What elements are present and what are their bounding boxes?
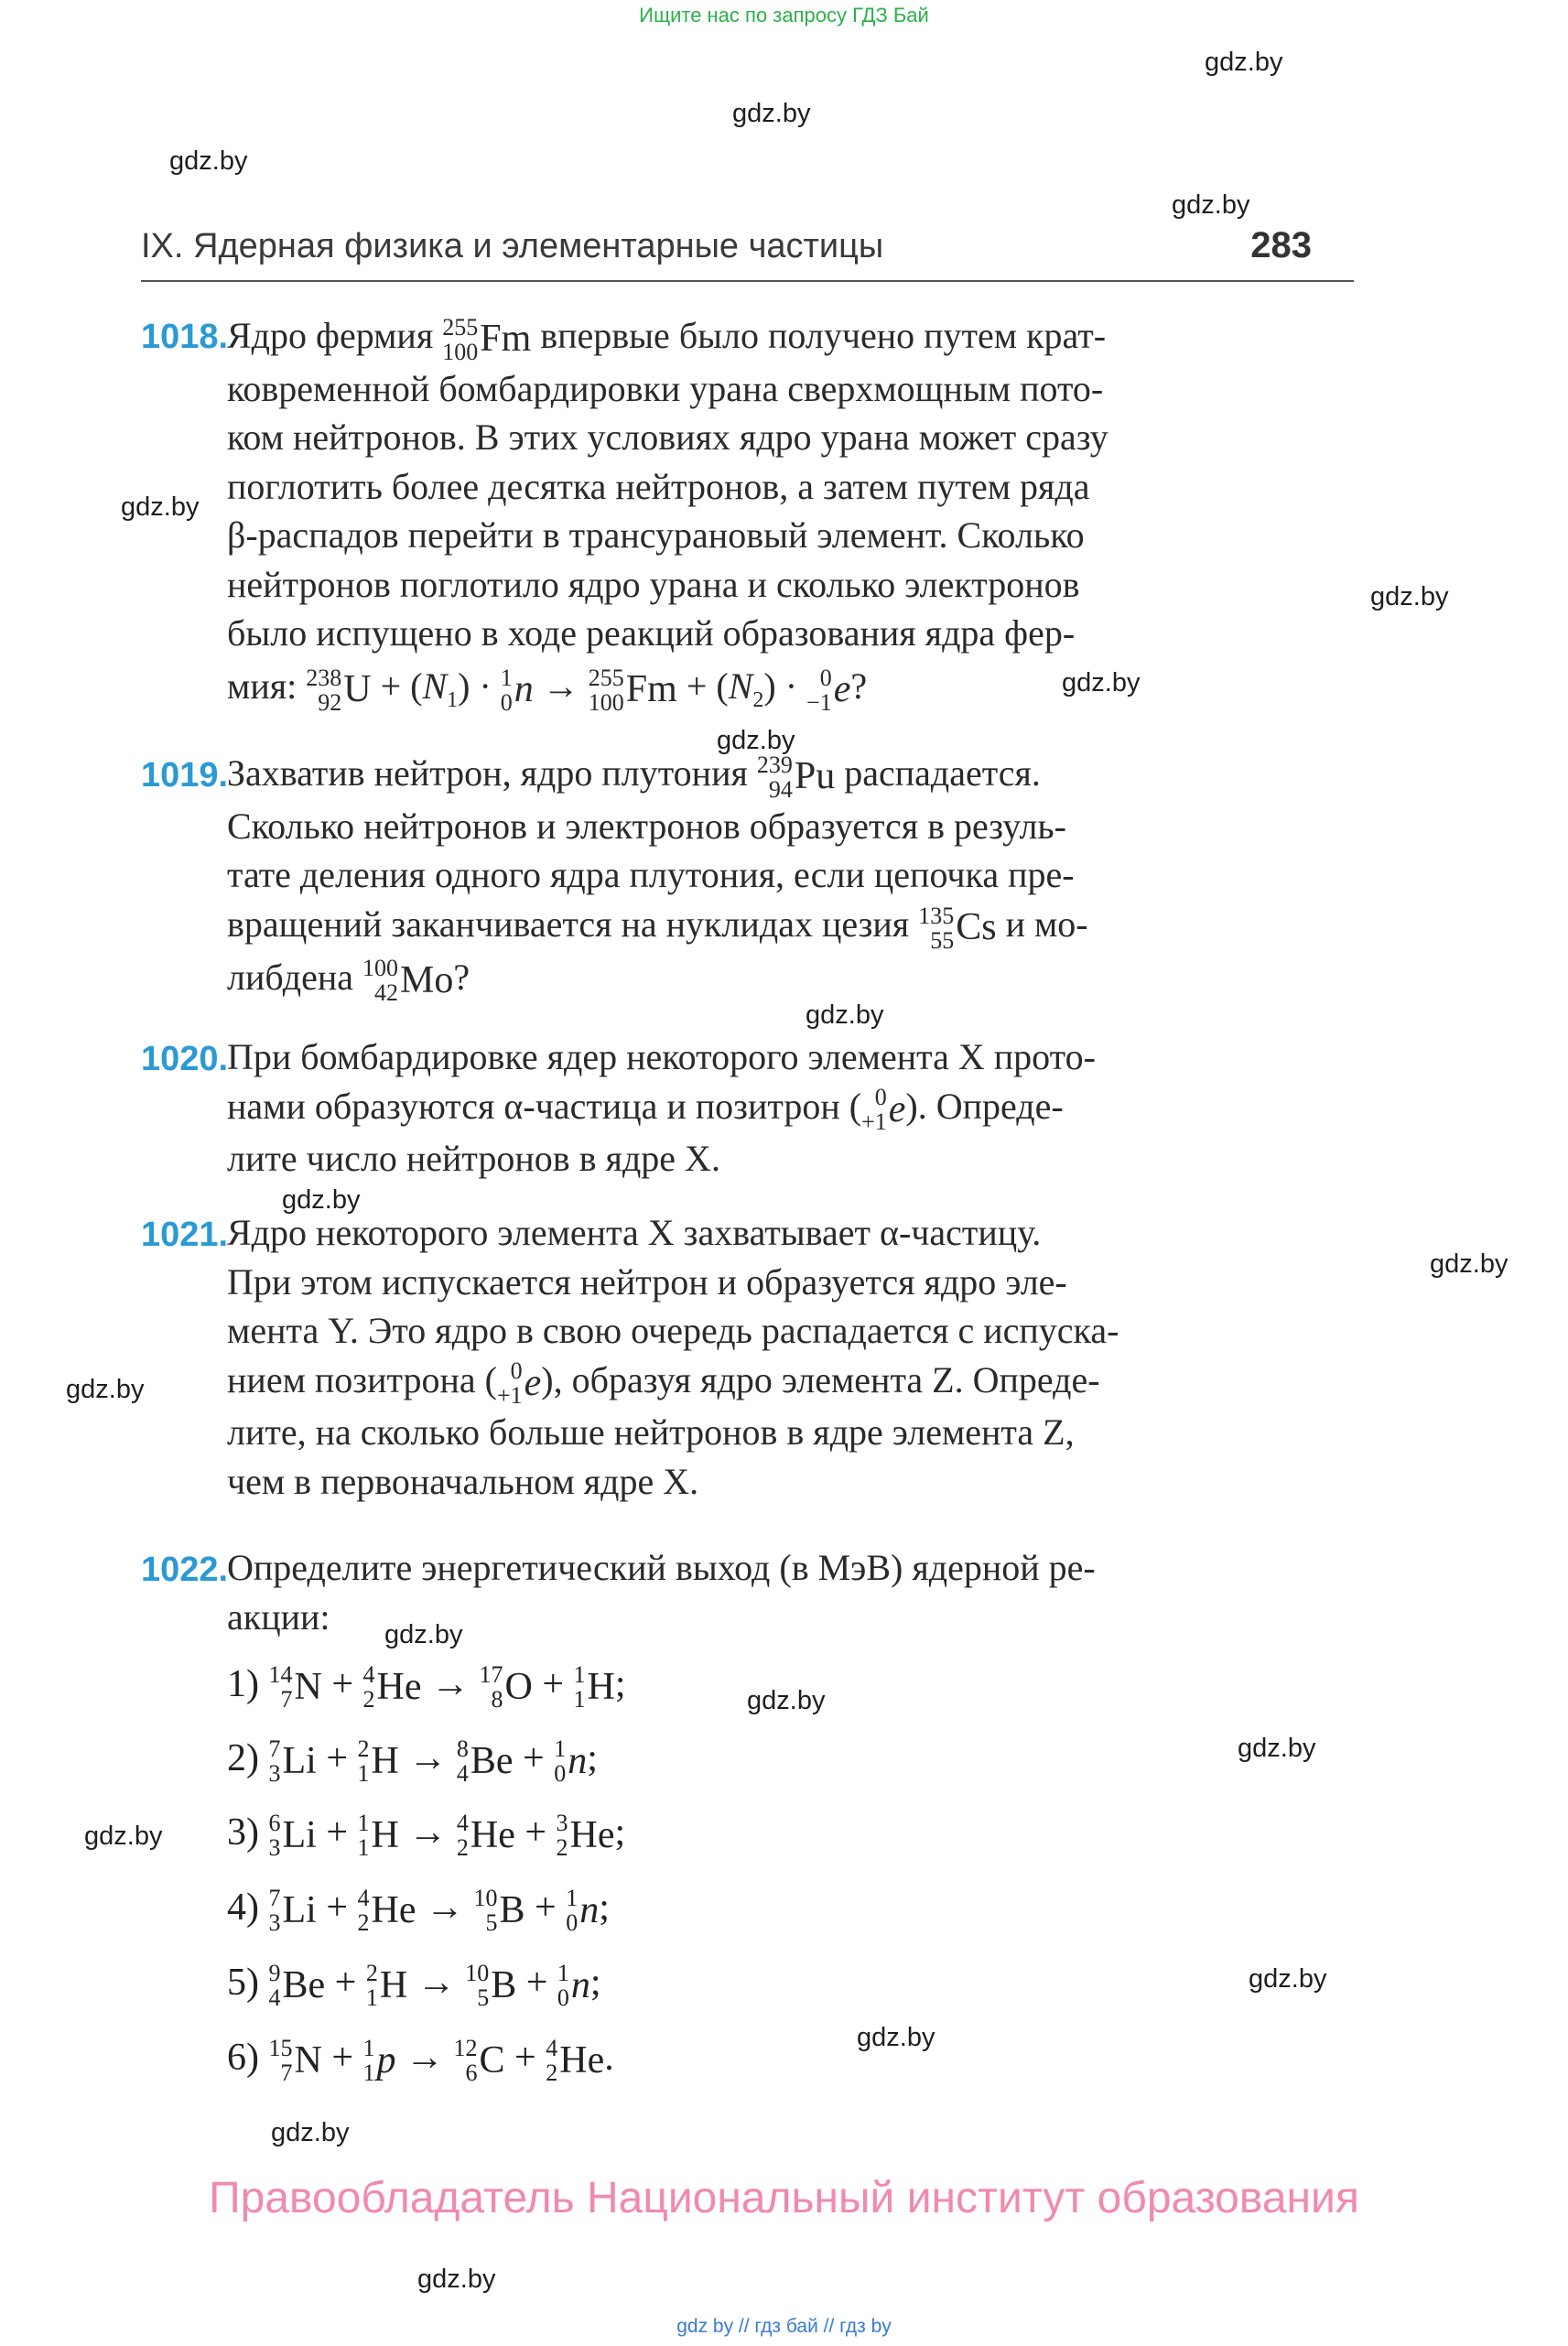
reaction-5: 5) 9 4 Be + 2 1 H → 10 5 B + 1 0 n ;: [227, 1960, 601, 2012]
top-banner[interactable]: Ищите нас по запросу ГДЗ Бай: [639, 4, 929, 27]
nuclide: 239 94 Pu: [756, 751, 836, 803]
bottom-links[interactable]: gdz by // гдз бай // гдз by: [676, 2316, 892, 2337]
problem-number-1018: 1018.: [141, 318, 229, 356]
text-line: акции:: [227, 1595, 330, 1638]
watermark: gdz.by: [747, 1686, 826, 1715]
watermark: gdz.by: [717, 726, 795, 755]
text-line: Ядро некоторого элемента X захватывает α-частицу.: [227, 1212, 1042, 1253]
text-line: При бомбардировке ядер некоторого элемента X прото-: [227, 1036, 1096, 1077]
watermark: gdz.by: [857, 2023, 935, 2052]
watermark: gdz.by: [417, 2265, 496, 2294]
text-line: либдена 100 42 Mo ?: [227, 955, 470, 1007]
problem-number-1019: 1019.: [141, 756, 229, 795]
problem-1019-text: [227, 749, 1353, 1005]
problem-1020-text: [227, 1032, 1353, 1184]
watermark: gdz.by: [1249, 1964, 1327, 1994]
text-line: тате деления одного ядра плутония, если цепочка пре-: [227, 854, 1075, 896]
text-line: вращений заканчивается на нуклидах цезия 135 55 Cs и мо-: [227, 902, 1088, 954]
watermark: gdz.by: [1062, 668, 1141, 697]
watermark: gdz.by: [84, 1822, 163, 1851]
text-line: β-распадов перейти в трансурановый элемент. Сколько: [227, 514, 1085, 557]
watermark: gdz.by: [806, 1000, 884, 1030]
text-line: Захватив нейтрон, ядро плутония 239 94 Pu распадается.: [227, 751, 1041, 803]
watermark: gdz.by: [1172, 190, 1250, 220]
watermark: gdz.by: [66, 1375, 145, 1404]
text-line: лите число нейтронов в ядре X.: [227, 1138, 720, 1180]
page-number: 283: [1250, 225, 1312, 265]
watermark: gdz.by: [732, 99, 811, 128]
watermark: gdz.by: [121, 492, 200, 522]
problem-1018-text: [227, 311, 1353, 725]
watermark: gdz.by: [1205, 48, 1283, 77]
problem-1021-text: [227, 1208, 1353, 1506]
text-line: мия: 238 92 U + $(N_1)$ · 1 0 n → 255 100 Fm + $(N_2)$ · 0 −1 e ?: [227, 664, 868, 716]
text-line: ком нейтронов. В этих условиях ядро урана может сразу: [227, 416, 1108, 459]
text-line: Сколько нейтронов и электронов образуется в резуль-: [227, 805, 1066, 847]
problem-number-1020: 1020.: [141, 1040, 229, 1078]
text-line: При этом испускается нейтрон и образуется ядро эле-: [227, 1260, 1067, 1303]
problem-1022-text: [227, 1543, 1353, 1641]
text-line: нейтронов поглотило ядро урана и сколько электронов: [227, 563, 1080, 605]
text-line: нием позитрона ( 0 +1 e ), образуя ядро элемента Z. Опреде-: [227, 1357, 1100, 1410]
copyright-footer: Правообладатель Национальный институт образования: [209, 2174, 1359, 2222]
text-line: лите, на сколько больше нейтронов в ядре элемента Z,: [227, 1411, 1075, 1454]
problem-number-1021: 1021.: [141, 1216, 229, 1254]
text-line: было испущено в ходе реакций образования ядра фер-: [227, 612, 1076, 654]
watermark: gdz.by: [271, 2118, 350, 2147]
text-line: чем в первоначальном ядре X.: [227, 1460, 699, 1502]
reaction-2: 2) 7 3 Li + 2 1 H → 8 4 Be + 1 0 n ;: [227, 1735, 598, 1788]
watermark: gdz.by: [384, 1620, 463, 1649]
reaction-3: 3) 6 3 Li + 1 1 H → 4 2 He + 3 2 He ;: [227, 1810, 626, 1862]
chapter-title: IX. Ядерная физика и элементарные частицы: [141, 227, 884, 265]
text-line: нами образуются α-частица и позитрон ( 0 +1 e ). Опреде-: [227, 1084, 1064, 1136]
reaction-4: 4) 7 3 Li + 4 2 He → 10 5 B + 1 0 n ;: [227, 1885, 610, 1937]
reaction-6: 6) 15 7 N + 1 1 p → 12 6 C + 4 2 He .: [227, 2035, 614, 2087]
watermark: gdz.by: [1238, 1734, 1316, 1763]
watermark: gdz.by: [282, 1185, 361, 1215]
problem-number-1022: 1022.: [141, 1551, 229, 1589]
watermark: gdz.by: [1430, 1249, 1509, 1279]
text-line: мента Y. Это ядро в свою очередь распадается с испуска-: [227, 1310, 1119, 1351]
text-line: ковременной бомбардировки урана сверхмощным пото-: [227, 367, 1104, 409]
text-line: поглотить более десятка нейтронов, а затем путем ряда: [227, 465, 1090, 507]
watermark: gdz.by: [169, 146, 248, 176]
watermark: gdz.by: [1370, 582, 1449, 611]
page-header: [141, 223, 1354, 282]
reaction-1: 1) 14 7 N + 4 2 He → 17 8 O + 1 1 H ;: [227, 1661, 626, 1714]
text-line: Определите энергетический выход (в МэВ) ядерной ре-: [227, 1547, 1096, 1588]
nuclide: 255 100 Fm: [442, 313, 532, 365]
text-line: Ядро фермия 255 100 Fm впервые было получено путем крат-: [227, 313, 1107, 365]
